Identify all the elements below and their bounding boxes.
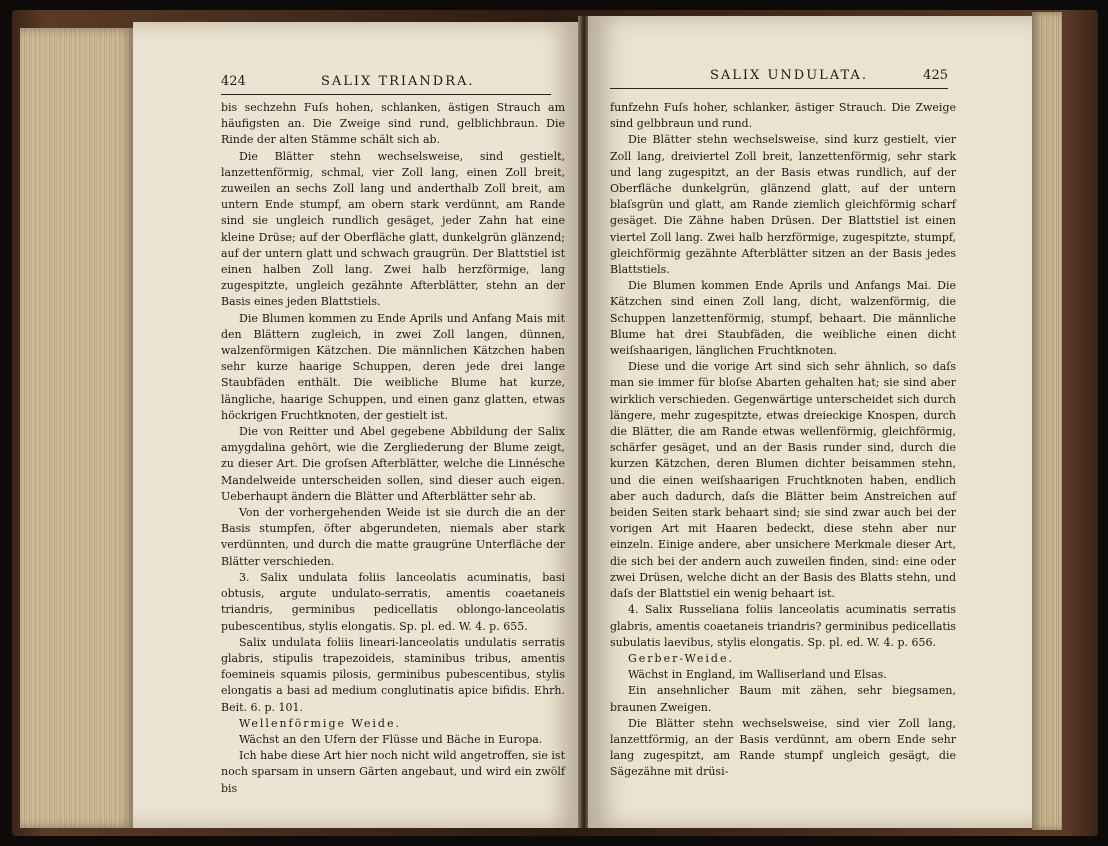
running-title: SALIX UNDULATA. <box>710 68 868 83</box>
right-page-header <box>610 66 948 89</box>
right-page-body <box>610 100 956 781</box>
paragraph: Die Blätter stehn wechselsweise, sind vier Zoll lang, lanzettförmig, an der Basis verdünnt, am obern Ende sehr lang zugespitzt, am Rande stumpf ungleich gesägt, die Sägezähne mit drüsi- <box>610 716 956 779</box>
species-entry: 4. Salix Russeliana foliis lanceolatis acuminatis serratis glabris, amentis coaetaneis triandris? germinibus pedicellatis subulatis laevibus, stylis elongatis. Sp. pl. ed. W. 4. p. 656. <box>610 603 956 649</box>
paragraph: Wächst an den Ufern der Flüsse und Bäche in Europa. <box>239 732 543 746</box>
left-page-header <box>221 72 551 95</box>
page-number: 424 <box>221 74 246 89</box>
paragraph: Ein ansehnlicher Baum mit zähen, sehr biegsamen, braunen Zweigen. <box>610 684 956 714</box>
page-edges-right <box>1032 12 1062 830</box>
running-title: SALIX TRIANDRA. <box>321 74 475 89</box>
paragraph: Diese und die vorige Art sind sich sehr ähnlich, so daſs man sie immer für bloſse Abarten gehalten hat; sie sind aber wirklich verschieden. Gegenwärtige unterscheidet sich durch längere, mehr zugespitzte, etwas dreieckige Knospen, durch die Blätter, die am Rande etwas wellenförmig, gleichförmig, schärfer gesäget, und an der Basis runder sind, durch die kurzen Kätzchen, deren Blumen dichter beisammen stehn, und die einen weiſshaarigen Fruchtknoten haben, endlich aber auch dadurch, daſs die Blätter beim Anstreichen auf beiden Seiten stark behaart sind; sie sind zwar auch bei der vorigen Art mit Haaren bedeckt, diese stehn aber nur einzeln. Einige andere, aber unsichere Merkmale dieser Art, die sich bei der andern auch zuweilen finden, sind: eine oder zwei Drüsen, welche dicht an der Basis des Blatts stehn, und daſs der Blattstiel ein wenig behaart ist. <box>610 360 956 601</box>
paragraph: Wächst in England, im Walliserland und Elsas. <box>628 668 887 682</box>
left-page-body <box>221 100 565 797</box>
paragraph: Die Blumen kommen Ende Aprils und Anfangs Mai. Die Kätzchen sind einen Zoll lang, dicht, walzenförmig, die Schuppen lanzettenförmig, stumpf, behaart. Die männliche Blume hat drei Staubfäden, die weibliche einen dicht weiſshaarigen, länglichen Fruchtknoten. <box>610 279 956 358</box>
paragraph: Die Blätter stehn wechselsweise, sind kurz gestielt, vier Zoll lang, dreiviertel Zoll breit, lanzettenförmig, sehr stark und lang zugespitzt, an der Basis etwas rundlich, auf der Oberfläche dunkelgrün, glänzend glatt, auf der untern blaſsgrün und glatt, am Rande ziemlich gleichförmig scharf gesäget. Die Zähne haben Drüsen. Der Blattstiel ist einen viertel Zoll lang. Zwei halb herzförmige, zugespitzte, stumpf, gleichförmig gezähnte Afterblätter sitzen an der Basis jedes Blattstiels. <box>610 133 956 277</box>
paragraph: funfzehn Fuſs hoher, schlanker, ästiger Strauch. Die Zweige sind gelbbraun und rund. <box>610 101 956 131</box>
right-page <box>588 16 1032 828</box>
common-name: Gerber-Weide. <box>628 651 734 665</box>
synonym-entry: Salix undulata foliis lineari-lanceolatis undulatis serratis glabris, stipulis trapezoideis, staminibus tribus, amentis foemineis squamis pilosis, germinibus pubescentibus, stylis elongatis a basi ad medium conglutinatis apice bifidis. Ehrh. Beit. 6. p. 101. <box>221 635 565 714</box>
page-edges-left <box>20 28 135 828</box>
species-entry: 3. Salix undulata foliis lanceolatis acuminatis, basi obtusis, argute undulato-serratis, amentis coaetaneis triandris, germinibus pedicellatis oblongo-lanceolatis pubescentibus, stylis elongatis. Sp. pl. ed. W. 4. p. 655. <box>221 570 565 633</box>
page-number: 425 <box>923 68 948 83</box>
paragraph: Ich habe diese Art hier noch nicht wild angetroffen, sie ist noch sparsam in unsern Gärten angebaut, und wird ein zwölf bis <box>221 749 565 795</box>
paragraph: bis sechzehn Fuſs hohen, schlanken, ästigen Strauch am häufigsten an. Die Zweige sind rund, gelblichbraun. Die Rinde der alten Stämme schält sich ab. <box>221 101 565 147</box>
paragraph: Die Blumen kommen zu Ende Aprils und Anfang Mais mit den Blättern zugleich, in zwei Zoll langen, dünnen, walzenförmigen Kätzchen. Die männlichen Kätzchen haben sehr kurze haarige Schuppen, deren jede drei lange Staubfäden enthält. Die weibliche Blume hat kurze, längliche, haarige Schuppen, und einen ganz glatten, etwas höckrigen Fruchtknoten, der gestielt ist. <box>221 311 565 422</box>
paragraph: Die von Reitter und Abel gegebene Abbildung der Salix amygdalina gehört, wie die Zergliederung der Blume zeigt, zu dieser Art. Die groſsen Afterblätter, welche die Linnésche Mandelweide unterscheiden sollen, sind dieser auch eigen. Ueberhaupt ändern die Blätter und Afterblätter sehr ab. <box>221 425 565 503</box>
paragraph: Die Blätter stehn wechselsweise, sind gestielt, lanzettenförmig, schmal, vier Zoll lang, einen Zoll breit, zuweilen an sechs Zoll lang und anderthalb Zoll breit, am untern Ende stumpf, am obern stark verdünnt, am Rande sind sie ungleich rundlich gesäget, jeder Zahn hat eine kleine Drüse; auf der Oberfläche glatt, dunkelgrün glänzend; auf der untern glatt und schwach graugrün. Der Blattstiel ist einen halben Zoll lang. Zwei halb herzförmige, lang zugespitzte, ungleich gezähnte Afterblätter, stehn an der Basis eines jeden Blattstiels. <box>221 149 565 309</box>
left-page <box>133 22 580 828</box>
common-name: Wellenförmige Weide. <box>239 716 401 730</box>
paragraph: Von der vorhergehenden Weide ist sie durch die an der Basis stumpfen, öfter abgerundeten, niemals aber stark verdünnten, und durch die matte graugrüne Unterfläche der Blätter verschieden. <box>221 506 565 568</box>
